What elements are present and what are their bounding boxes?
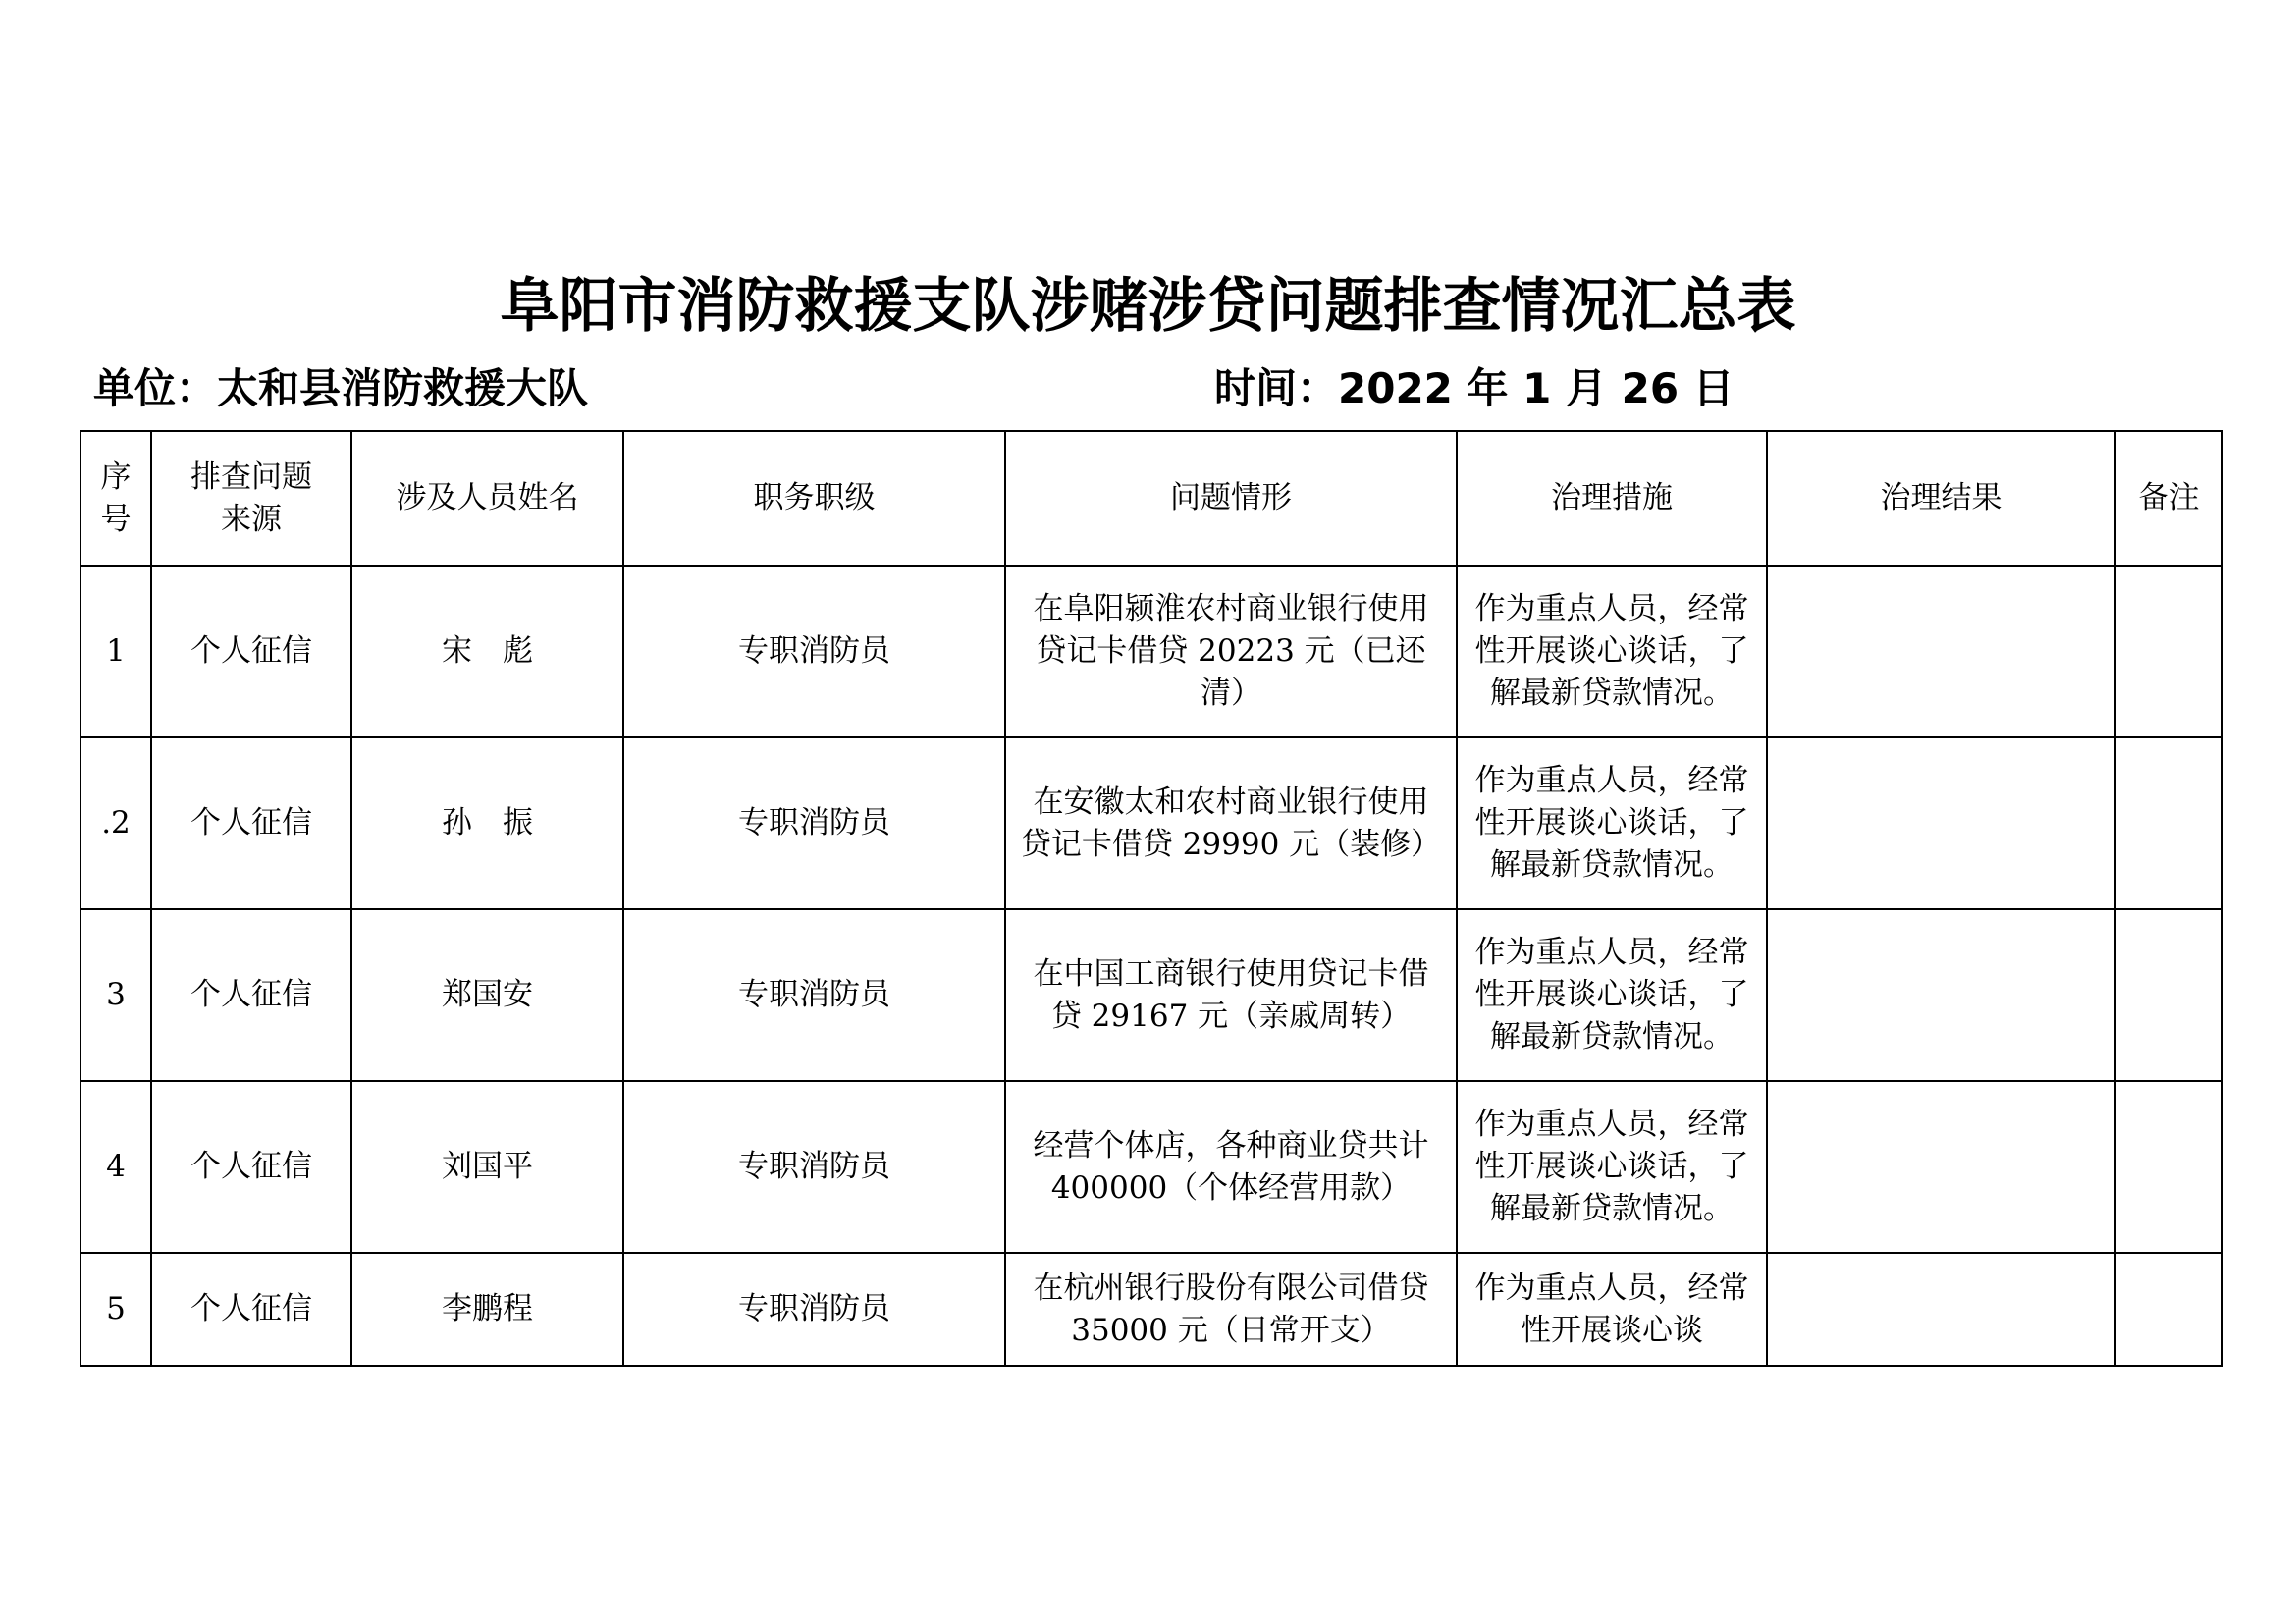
table-row bbox=[80, 1081, 2222, 1253]
table-row bbox=[80, 737, 2222, 909]
cell-name: 李鹏程 bbox=[351, 1253, 623, 1366]
cell-source: 个人征信 bbox=[151, 1253, 351, 1366]
unit-label: 单位：太和县消防救援大队 bbox=[93, 364, 589, 412]
header-measure: 治理措施 bbox=[1457, 431, 1767, 566]
cell-situation: 在阜阳颍淮农村商业银行使用贷记卡借贷 20223 元（已还清） bbox=[1005, 566, 1457, 737]
cell-situation: 经营个体店，各种商业贷共计 400000（个体经营用款） bbox=[1005, 1081, 1457, 1253]
cell-result bbox=[1767, 909, 2115, 1081]
cell-measure: 作为重点人员，经常性开展谈心谈话，了解最新贷款情况。 bbox=[1457, 737, 1767, 909]
cell-source: 个人征信 bbox=[151, 1081, 351, 1253]
cell-position: 专职消防员 bbox=[623, 1253, 1005, 1366]
cell-measure: 作为重点人员，经常性开展谈心谈 bbox=[1457, 1253, 1767, 1366]
cell-measure: 作为重点人员，经常性开展谈心谈话，了解最新贷款情况。 bbox=[1457, 1081, 1767, 1253]
cell-seq: 4 bbox=[80, 1081, 151, 1253]
cell-name: 孙 振 bbox=[351, 737, 623, 909]
cell-situation: 在杭州银行股份有限公司借贷 35000 元（日常开支） bbox=[1005, 1253, 1457, 1366]
header-situation: 问题情形 bbox=[1005, 431, 1457, 566]
cell-position: 专职消防员 bbox=[623, 737, 1005, 909]
cell-remark bbox=[2115, 909, 2222, 1081]
cell-result bbox=[1767, 1081, 2115, 1253]
cell-seq: .2 bbox=[80, 737, 151, 909]
header-remark: 备注 bbox=[2115, 431, 2222, 566]
cell-result bbox=[1767, 566, 2115, 737]
cell-result bbox=[1767, 737, 2115, 909]
header-seq: 序号 bbox=[80, 431, 151, 566]
cell-name: 宋 彪 bbox=[351, 566, 623, 737]
cell-situation: 在中国工商银行使用贷记卡借贷 29167 元（亲戚周转） bbox=[1005, 909, 1457, 1081]
summary-table bbox=[80, 430, 2223, 1367]
date-label: 时间：2022 年 1 月 26 日 bbox=[1214, 364, 1735, 412]
cell-source: 个人征信 bbox=[151, 566, 351, 737]
table-row bbox=[80, 566, 2222, 737]
table-header-row bbox=[80, 431, 2222, 566]
document-title: 阜阳市消防救援支队涉赌涉贷问题排查情况汇总表 bbox=[500, 272, 1796, 341]
cell-remark bbox=[2115, 1253, 2222, 1366]
cell-source: 个人征信 bbox=[151, 909, 351, 1081]
cell-seq: 1 bbox=[80, 566, 151, 737]
header-result: 治理结果 bbox=[1767, 431, 2115, 566]
cell-seq: 3 bbox=[80, 909, 151, 1081]
cell-measure: 作为重点人员，经常性开展谈心谈话，了解最新贷款情况。 bbox=[1457, 566, 1767, 737]
cell-measure: 作为重点人员，经常性开展谈心谈话，了解最新贷款情况。 bbox=[1457, 909, 1767, 1081]
cell-situation: 在安徽太和农村商业银行使用贷记卡借贷 29990 元（装修） bbox=[1005, 737, 1457, 909]
cell-position: 专职消防员 bbox=[623, 1081, 1005, 1253]
table-row bbox=[80, 1253, 2222, 1366]
cell-name: 郑国安 bbox=[351, 909, 623, 1081]
cell-result bbox=[1767, 1253, 2115, 1366]
header-source: 排查问题来源 bbox=[151, 431, 351, 566]
cell-source: 个人征信 bbox=[151, 737, 351, 909]
cell-remark bbox=[2115, 737, 2222, 909]
table-row bbox=[80, 909, 2222, 1081]
cell-name: 刘国平 bbox=[351, 1081, 623, 1253]
header-position: 职务职级 bbox=[623, 431, 1005, 566]
cell-position: 专职消防员 bbox=[623, 909, 1005, 1081]
cell-remark bbox=[2115, 1081, 2222, 1253]
cell-remark bbox=[2115, 566, 2222, 737]
cell-position: 专职消防员 bbox=[623, 566, 1005, 737]
cell-seq: 5 bbox=[80, 1253, 151, 1366]
header-name: 涉及人员姓名 bbox=[351, 431, 623, 566]
